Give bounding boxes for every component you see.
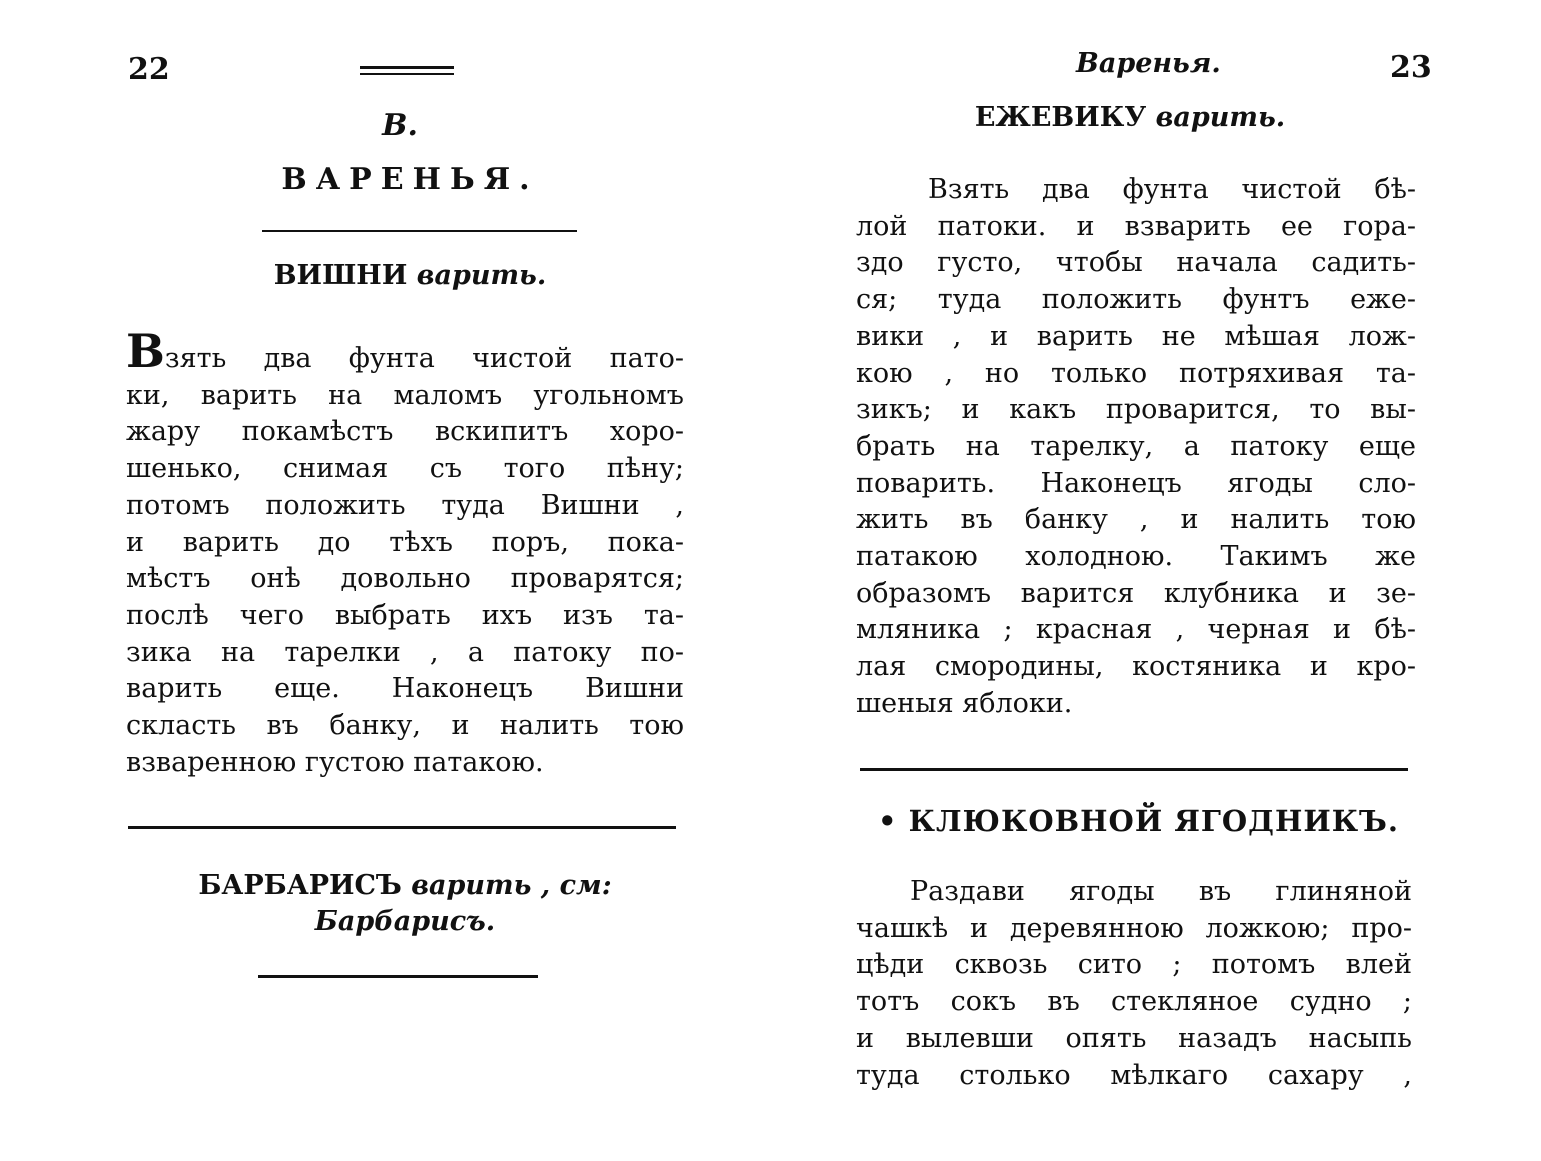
text-line: поварить. Наконецъ ягоды сло-: [856, 467, 1416, 499]
header-ornament-rule: [360, 66, 454, 69]
text-line: лой патоки. и взварить ее гора-: [856, 210, 1416, 242]
text-line: патакою холодною. Такимъ же: [856, 541, 1416, 573]
recipe-text-vishni: [126, 324, 684, 781]
text-line: ки, варить на маломъ угольномъ: [126, 379, 684, 411]
recipe-text-ezheviku: [856, 172, 1416, 723]
text-line: и вылевши опять назадъ насыпь: [856, 1022, 1412, 1054]
text-line: и варить до тѣхъ поръ, пока-: [126, 526, 684, 558]
recipe-heading-klyukovnoy: [878, 804, 1399, 838]
text-line: кою , но только потряхивая та-: [856, 357, 1416, 389]
text-line: цѣди сквозь сито ; потомъ влей: [856, 949, 1412, 981]
running-head: Варенья.: [1076, 48, 1221, 79]
section-title: ВАРЕНЬЯ.: [281, 162, 539, 197]
text-line: лая смородины, костяника и кро-: [856, 651, 1416, 683]
text-line: взваренною густою патакою.: [126, 746, 544, 778]
text-line: Взять два фунта чистой пато-: [126, 324, 684, 378]
left-page: [0, 0, 770, 1161]
recipe-divider: [860, 768, 1408, 771]
text-line: образомъ варится клубника и зе-: [856, 577, 1416, 609]
header-ornament-rule-lower: [360, 73, 454, 75]
cross-reference: Барбарисъ.: [314, 906, 496, 937]
recipe-heading-barbaris: [140, 870, 670, 901]
page-number: 23: [1390, 50, 1432, 85]
text-line: чашкѣ и деревянною ложкою; про-: [856, 912, 1412, 944]
text-line: жару покамѣстъ вскипитъ хоро-: [126, 416, 684, 448]
recipe-text-klyukovnoy: [856, 874, 1412, 1094]
drop-cap: В: [126, 324, 165, 378]
page-number: 22: [128, 52, 170, 87]
recipe-heading-vishni: [200, 260, 620, 291]
text-line: мляника ; красная , черная и бѣ-: [856, 614, 1416, 646]
text-line: скласть въ банку, и налить тою: [126, 710, 684, 742]
end-divider: [258, 975, 538, 978]
text-line: туда столько мѣлкаго сахару ,: [856, 1059, 1412, 1091]
recipe-title-suffix: варить.: [1155, 102, 1286, 133]
section-divider: [262, 230, 577, 232]
text-line: варить еще. Наконецъ Вишни: [126, 673, 684, 705]
recipe-title-suffix: варить , см:: [411, 870, 612, 901]
text-line: шеныя яблоки.: [856, 687, 1073, 719]
text-line: Взять два фунта чистой бѣ-: [928, 174, 1416, 205]
text-line: здо густо, чтобы начала садить-: [856, 247, 1416, 279]
text-line: мѣстъ онѣ довольно проварятся;: [126, 563, 684, 595]
recipe-title: КЛЮКОВНОЙ ЯГОДНИКЪ.: [908, 804, 1399, 838]
text-line: шенько, снимая съ того пѣну;: [126, 453, 684, 485]
text-line: жить въ банку , и налить тою: [856, 504, 1416, 536]
section-letter: В.: [382, 108, 418, 143]
text-line: зикъ; и какъ проварится, то вы-: [856, 394, 1416, 426]
text-line: Раздави ягоды въ глиняной: [910, 876, 1412, 907]
text-line: зика на тарелки , а патоку по-: [126, 636, 684, 668]
recipe-title: ЕЖЕВИКУ: [974, 102, 1147, 133]
right-page: [770, 0, 1541, 1161]
recipe-heading-ezheviku: [930, 102, 1330, 133]
recipe-title: ВИШНИ: [273, 260, 408, 291]
bullet-mark: •: [878, 804, 898, 838]
text-line: брать на тарелку, а патоку еще: [856, 430, 1416, 462]
recipe-title-suffix: варить.: [416, 260, 547, 291]
text-line: вики , и варить не мѣшая лож-: [856, 320, 1416, 352]
text-line: ся; туда положить фунтъ еже-: [856, 284, 1416, 316]
recipe-divider: [128, 826, 676, 829]
recipe-title: БАРБАРИСЪ: [198, 870, 402, 901]
text-line: тотъ сокъ въ стекляное судно ;: [856, 986, 1412, 1018]
text-line: послѣ чего выбрать ихъ изъ та-: [126, 599, 684, 631]
text-line: потомъ положить туда Вишни ,: [126, 489, 684, 521]
